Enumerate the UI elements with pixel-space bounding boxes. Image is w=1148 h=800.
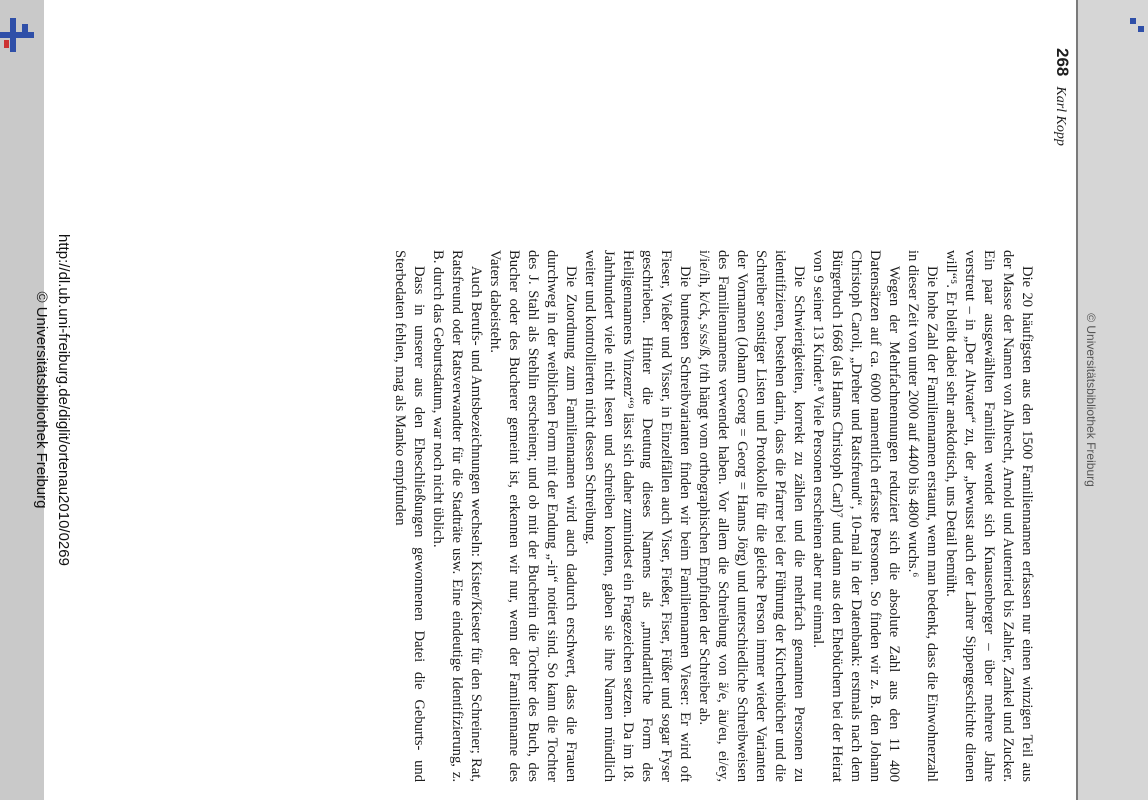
paragraph: Die Schwierigkeiten, korrekt zu zählen und die mehrfach genannten Personen zu identifizieren, bestehen darin, dass die Pfarrer bei der Führung der Kirchenbücher und die Schreiber sonstiger Listen und Protokolle für die gleiche Person immer wieder Varianten der Vornamen (Johann Georg = Georg = Hanns Jörg) und unterschiedliche Schreibweisen des Familiennamens verwendet haben. Vor allem die Schreibung von ä/e, äu/eu, ei/ey, i/ie/ih, k/ck, s/ss/ß, t/th hängt vom orthographischen Empfinden der Schreiber ab. [696,250,807,782]
running-head [1052,48,1072,146]
paragraph: Auch Berufs- und Amtsbezeichnungen wechseln: Kister/Kiester für den Schreiner; Rat, Ratsfreund oder Ratsverwandter für die Stadträte usw. Eine eindeutige Identifizierung, z. B. durch das Geburtsdatum, war noch nicht üblich. [430,250,484,782]
copyright-notice: © Universitätsbibliothek Freiburg [33,291,50,509]
paragraph: Dass in unserer aus den Eheschließungen gewonnenen Datei die Geburts- und Sterbedaten fehlen, mag als Manko empfunden [392,250,427,782]
library-logo-icon [1128,16,1146,40]
paragraph: Wegen der Mehrfachnennungen reduziert sich die absolute Zahl aus den 11 400 Datensätzen auf ca. 6000 namentlich erfasste Personen. So finden wir z. B. den Johann Christoph Caroli, „Dreher und Ratsfreund“, 10-mal in der Datenbank: erstmals nach dem Bürgerbuch 1668 (als Hanns Christoph Carl)⁷ und dann aus den Ehebüchern bei der Heirat von 9 seiner 13 Kinder.⁸ Viele Personen erscheinen aber nur einmal. [810,250,902,782]
paragraph: Die hohe Zahl der Familiennamen erstaunt, wenn man bedenkt, dass die Einwohnerzahl in dieser Zeit von unter 2000 auf 4400 bis 4800 wuchs.⁶ [905,250,940,782]
running-head-author: Karl Kopp [1053,86,1068,146]
source-url-link[interactable]: http://dl.ub.uni-freiburg.de/diglit/ortenau2010/0269 [55,234,72,566]
paragraph: Die 20 häufigsten aus den 1500 Familiennamen erfassen nur einen winzigen Teil aus der Masse der Namen von Albrecht, Arnold und Autenried bis Zahler, Zankel und Zucker. Ein paar ausgewählten Familien wendet sich Knausenberger – über mehrere Jahre verstreut – in „Der Altvater“ zu, der „bewusst auch der Lahrer Sippengeschichte dienen will“⁵. Er bleibt dabei sehr anekdotisch, uns Detail bemüht. [943,250,1035,782]
paragraph: Die Zuordnung zum Familiennamen wird auch dadurch erschwert, dass die Frauen durchweg in der weiblichen Form mit der Endung „-in“ notiert sind. So kann die Tochter des J. Stahl als Stehlin erscheinen; und ob mit der Bucherin die Tochter des Buch, des Bucher oder des Bucherer gemeint ist, erkennen wir nur, wenn der Familienname des Vaters dabeisteht. [487,250,579,782]
page-number: 268 [1053,48,1072,77]
page-body [390,250,1036,782]
watermark-text: © Universitätsbibliothek Freiburg [1084,313,1098,487]
page-edge-divider [1076,0,1078,800]
paragraph: Die buntesten Schreibvarianten finden wir beim Familiennamen Vieser: Er wird oft Fieser, Vießer und Visser, in Einzelfällen auch Viser, Fießer, Fiser, Füßer und sogar Fyser geschrieben. Hinter die Deutung dieses Namens als „mundartliche Form des Heiligennamens Vinzenz“⁹ lässt sich daher zumindest ein Fragezeichen setzen. Da im 18. Jahrhundert viele nicht lesen und schreiben konnten, gaben sie ihre Namen mündlich weiter und kontrollierten nicht dessen Schreibung. [582,250,693,782]
scanned-page [33,0,1098,800]
